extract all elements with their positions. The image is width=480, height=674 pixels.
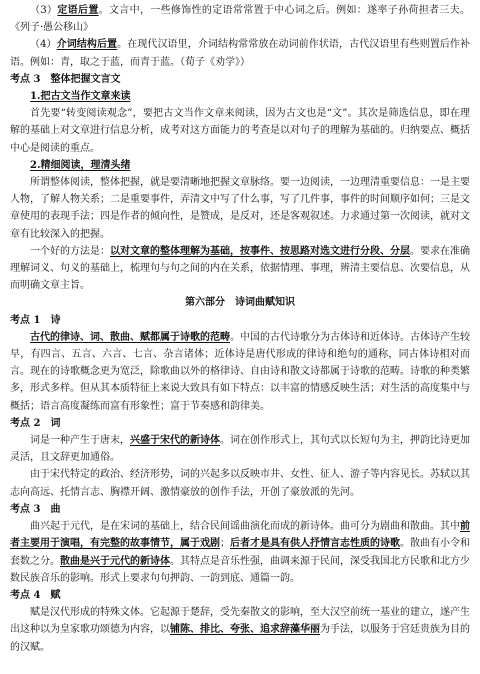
- paragraph-qu: 曲兴起于元代，是在宋词的基础上，结合民间谣曲演化而成的新诗体。曲可分为剧曲和散曲。其中前者主要用于演唱，有完整的故事情节，属于戏剧；后者才是具有供人抒情言志性质的诗歌。散曲有小令和套数之分。散曲是兴于元代的新诗体。其特点是音乐性强，曲调来源于民间，深受我国北方民歌和北方少数民族音乐的影响。形式上要求句句押韵、一韵到底、通篇一韵。: [10, 521, 470, 584]
- paragraph-fu: 赋是汉代形成的特殊文体。它起源于楚辞，受先秦散文的影响，至大汉空前统一基业的建立，遂产生出这种以为皇家歌功颂德为内容，以铺陈、排比、夸张、追求辞藻华丽为手法，以服务于宫廷贵族为目的的汉赋。: [10, 607, 470, 653]
- section-heading-k3: [10, 71, 470, 88]
- item-number: （3）: [30, 5, 58, 16]
- paragraph-fine-reading: 所谓整体阅读，整体把握，就是要清晰地把握文章脉络。要一边阅读，一边理清重要信息：一是主要人物，了解人物关系；二是重要事件，弄清文中写了什么事，写了几件事，事件的时间顺序如何；三是文章使用的表现手法；四是作者的倾向性，是赞成，是反对，还是客观叙述。力求通过第一次阅读，就对文章有比较深入的把握。: [10, 177, 470, 240]
- section-title: 词: [50, 417, 61, 429]
- section-heading-ci: [10, 415, 470, 432]
- highlight-fu: 铺陈、排比、夸张、追求辞藻华丽: [170, 624, 320, 636]
- item-number: （4）: [30, 39, 57, 51]
- highlight-method: 以对文章的整体理解为基础，按事件、按思路对选文进行分段、分层: [110, 245, 410, 257]
- section-title: 曲: [50, 503, 61, 515]
- paragraph-ci-2: 由于宋代特定的政治、经济形势，词的兴起多以反映市井、女性、征人、游子等内容见长。苏轼以其志向高远、托情言志、胸襟开阔、激情豪放的创作手法，开创了豪放派的先河。: [10, 469, 470, 498]
- section-title: 赋: [50, 589, 61, 601]
- section-title: 诗: [50, 314, 61, 326]
- section-heading-qu: [10, 501, 470, 518]
- paragraph-text: 。在现代汉语里，介词结构常常放在动词前作状语，古代汉语里有些则置后作补语。例如：青，取之于蓝，而青于蓝。（荀子《劝学》）: [10, 39, 471, 68]
- paragraph-poetry: 古代的律诗、词、散曲、赋都属于诗歌的范畴。中国的古代诗歌分为古体诗和近体诗。古体诗产生较早，有四言、五言、六言、七言、杂言诸体；近体诗是唐代形成的律诗和绝句的通称，同古体诗相对而言。现在的诗歌概念更为宽泛，除歌曲以外的格律诗、自由诗和散文诗都属于诗歌的范畴。诗歌的种类繁多，形式多样。但从其本质特征上来说大致具有如下特点：以丰富的情感反映生活；对生活的高度集中与概括；语言高度凝练而富有形象性；富于节奏感和韵律美。: [10, 331, 470, 412]
- highlight-ci: 兴盛于宋代的新诗体: [130, 435, 220, 447]
- section-label: 考点 4: [10, 589, 41, 601]
- subheading-fine-reading: 2.精细阅读，理清头绪: [30, 159, 131, 171]
- highlight-qu-3: 散曲是兴于元代的新诗体: [60, 555, 170, 567]
- paragraph-ci: 词是一种产生于唐末，兴盛于宋代的新诗体。词在创作形式上，其句式以长短句为主，押韵比诗更加灵活，且文辞更加通俗。: [10, 435, 470, 464]
- section-label: 考点 2: [10, 417, 41, 429]
- section-heading-poetry: [10, 312, 470, 329]
- section-heading-fu: [10, 587, 470, 604]
- term-prepositional-postposition: 介词结构后置: [56, 39, 118, 51]
- highlight-qu-1: 前者主要用于演唱，有完整的故事情节，属于戏剧: [10, 521, 470, 550]
- paragraph-postpositive-attributive: [10, 2, 470, 36]
- section-title: 整体把握文言文: [50, 73, 121, 85]
- paragraph-read-as-article: 首先要“转变阅读观念”，要把古文当作文章来阅读，因为古文也是“文”。其次是筛选信息，即在理解的基础上对文章进行信息分析，成考对这方面能力的考查是以对句子的理解为基础的。归纳要点、概括中心是阅读的重点。: [10, 108, 470, 154]
- paragraph-prepositional-postposition: [10, 36, 470, 70]
- section-label: 考点 3: [10, 73, 41, 85]
- section-label: 考点 3: [10, 503, 41, 515]
- subheading-read-as-article: 1.把古文当作文章来读: [30, 91, 131, 103]
- highlight-poetry: 古代的律诗、词、散曲、赋都属于诗歌的范畴: [30, 331, 230, 343]
- part-title: 第六部分 诗词曲赋知识: [185, 297, 295, 309]
- highlight-qu-2: 后者才是具有供人抒情言志性质的诗歌: [230, 538, 400, 550]
- term-postpositive-attributive: 定语后置: [57, 5, 99, 16]
- paragraph-good-method: 一个好的方法是：以对文章的整体理解为基础，按事件、按思路对选文进行分段、分层。要求在准确理解词义、句义的基础上，梳理句与句之间的内在关系，依据情理、事理，辨清主要信息、次要信息，从而明确文章主旨。: [10, 245, 470, 292]
- paragraph-text: 。文言中，一些修饰性的定语常常置于中心词之后。例如：遂率子孙荷担者三夫。《列子·愚公移山》: [10, 5, 471, 34]
- section-label: 考点 1: [10, 314, 41, 326]
